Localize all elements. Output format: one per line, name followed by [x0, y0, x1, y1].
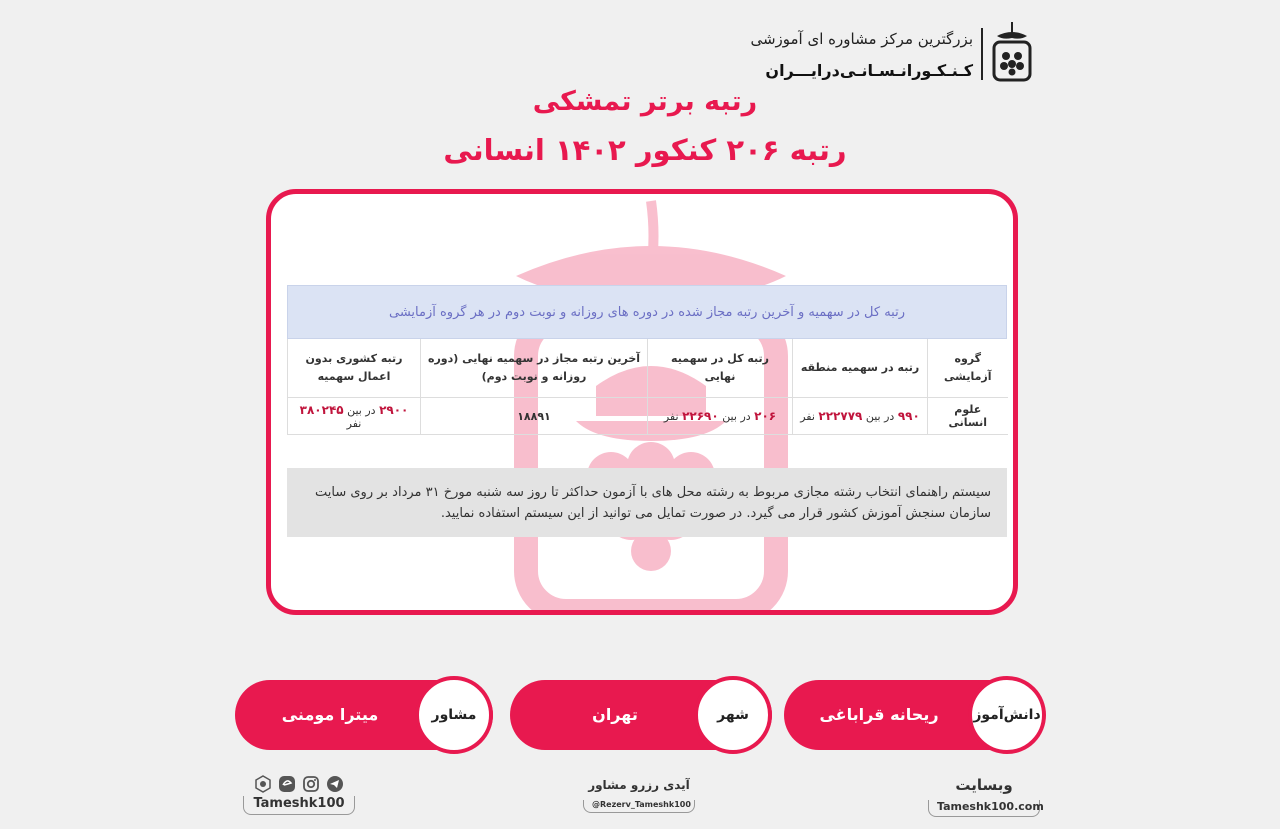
student-name: ریحانه قراباغی	[819, 705, 939, 724]
student-label: دانش‌آموز	[968, 676, 1046, 754]
tameshk-app-icon[interactable]	[254, 775, 272, 793]
student-pill	[784, 680, 1042, 750]
city-pill	[510, 680, 772, 750]
brand-separator	[981, 28, 983, 80]
advisor-pill	[235, 680, 493, 750]
col-header-national-rank: رتبه کشوری بدون اعمال سهمیه	[288, 339, 421, 398]
reserve-label: آیدی رزرو مشاور	[588, 778, 690, 792]
reserve-box	[583, 800, 695, 813]
telegram-icon[interactable]	[326, 775, 344, 793]
social-icons	[243, 775, 355, 793]
cell-last-allowed: ۱۸۸۹۱	[421, 398, 648, 435]
instagram-icon[interactable]	[302, 775, 320, 793]
website-label: وبسایت	[955, 776, 1013, 794]
page-title: رتبه برتر تمشکی	[532, 86, 758, 117]
rank-panel	[287, 285, 1007, 435]
page-subtitle: رتبه ۲۰۶ کنکور ۱۴۰۲ انسانی	[443, 133, 847, 167]
cell-region-rank: ۹۹۰ در بین ۲۲۲۷۷۹ نفر	[793, 398, 928, 435]
city-label: شهر	[694, 676, 772, 754]
cell-quota-rank: ۲۰۶ در بین ۲۲۶۹۰ نفر	[648, 398, 793, 435]
reserve-block[interactable]	[583, 778, 695, 813]
brand-tagline: بزرگترین مرکز مشاوره ای آموزشی	[750, 30, 973, 48]
col-header-group: گروه آزمایشی	[928, 339, 1008, 398]
website-url[interactable]: Tameshk100.com	[937, 800, 1044, 813]
social-box	[243, 796, 355, 815]
table-row	[288, 398, 1008, 435]
city-name: تهران	[592, 705, 638, 724]
col-header-quota-rank: رتبه کل در سهمیه نهایی	[648, 339, 793, 398]
advisor-name: میترا مومنی	[281, 705, 379, 724]
eitaa-icon[interactable]	[278, 775, 296, 793]
cell-national-rank: ۲۹۰۰ در بین ۳۸۰۲۴۵ نفر	[288, 398, 421, 435]
col-header-last-allowed: آخرین رتبه مجاز در سهمیه نهایی (دوره روزانه و نوبت دوم)	[421, 339, 648, 398]
reserve-id[interactable]: @Rezerv_Tameshk100	[592, 800, 691, 809]
cell-group: علوم انسانی	[928, 398, 1008, 435]
advisor-label: مشاور	[415, 676, 493, 754]
tameshk-logo-icon	[991, 20, 1033, 82]
social-block	[243, 775, 355, 815]
table-header-row	[288, 339, 1008, 398]
rank-panel-heading: رتبه کل در سهمیه و آخرین رتبه مجاز شده در دوره های روزانه و نوبت دوم در هر گروه آزمایشی	[287, 285, 1007, 339]
rank-table	[287, 339, 1008, 435]
brand-header	[745, 18, 1035, 88]
notice-box: سیستم راهنمای انتخاب رشته مجازی مربوط به رشته محل های با آزمون حداکثر تا روز سه شنبه مورخ ۳۱ مرداد بر روی سایت سازمان سنجش آموزش کشور قرار می گیرد. در صورت تمایل می توانید از این سیستم استفاده نمایید.	[287, 468, 1007, 537]
website-box	[928, 800, 1044, 817]
website-block[interactable]	[928, 776, 1044, 817]
result-card	[266, 189, 1018, 615]
brand-name: کـنـکـورانـسـانـی‌درایـــران	[765, 61, 973, 80]
social-handle[interactable]: Tameshk100	[253, 796, 345, 811]
col-header-region-rank: رتبه در سهمیه منطقه	[793, 339, 928, 398]
